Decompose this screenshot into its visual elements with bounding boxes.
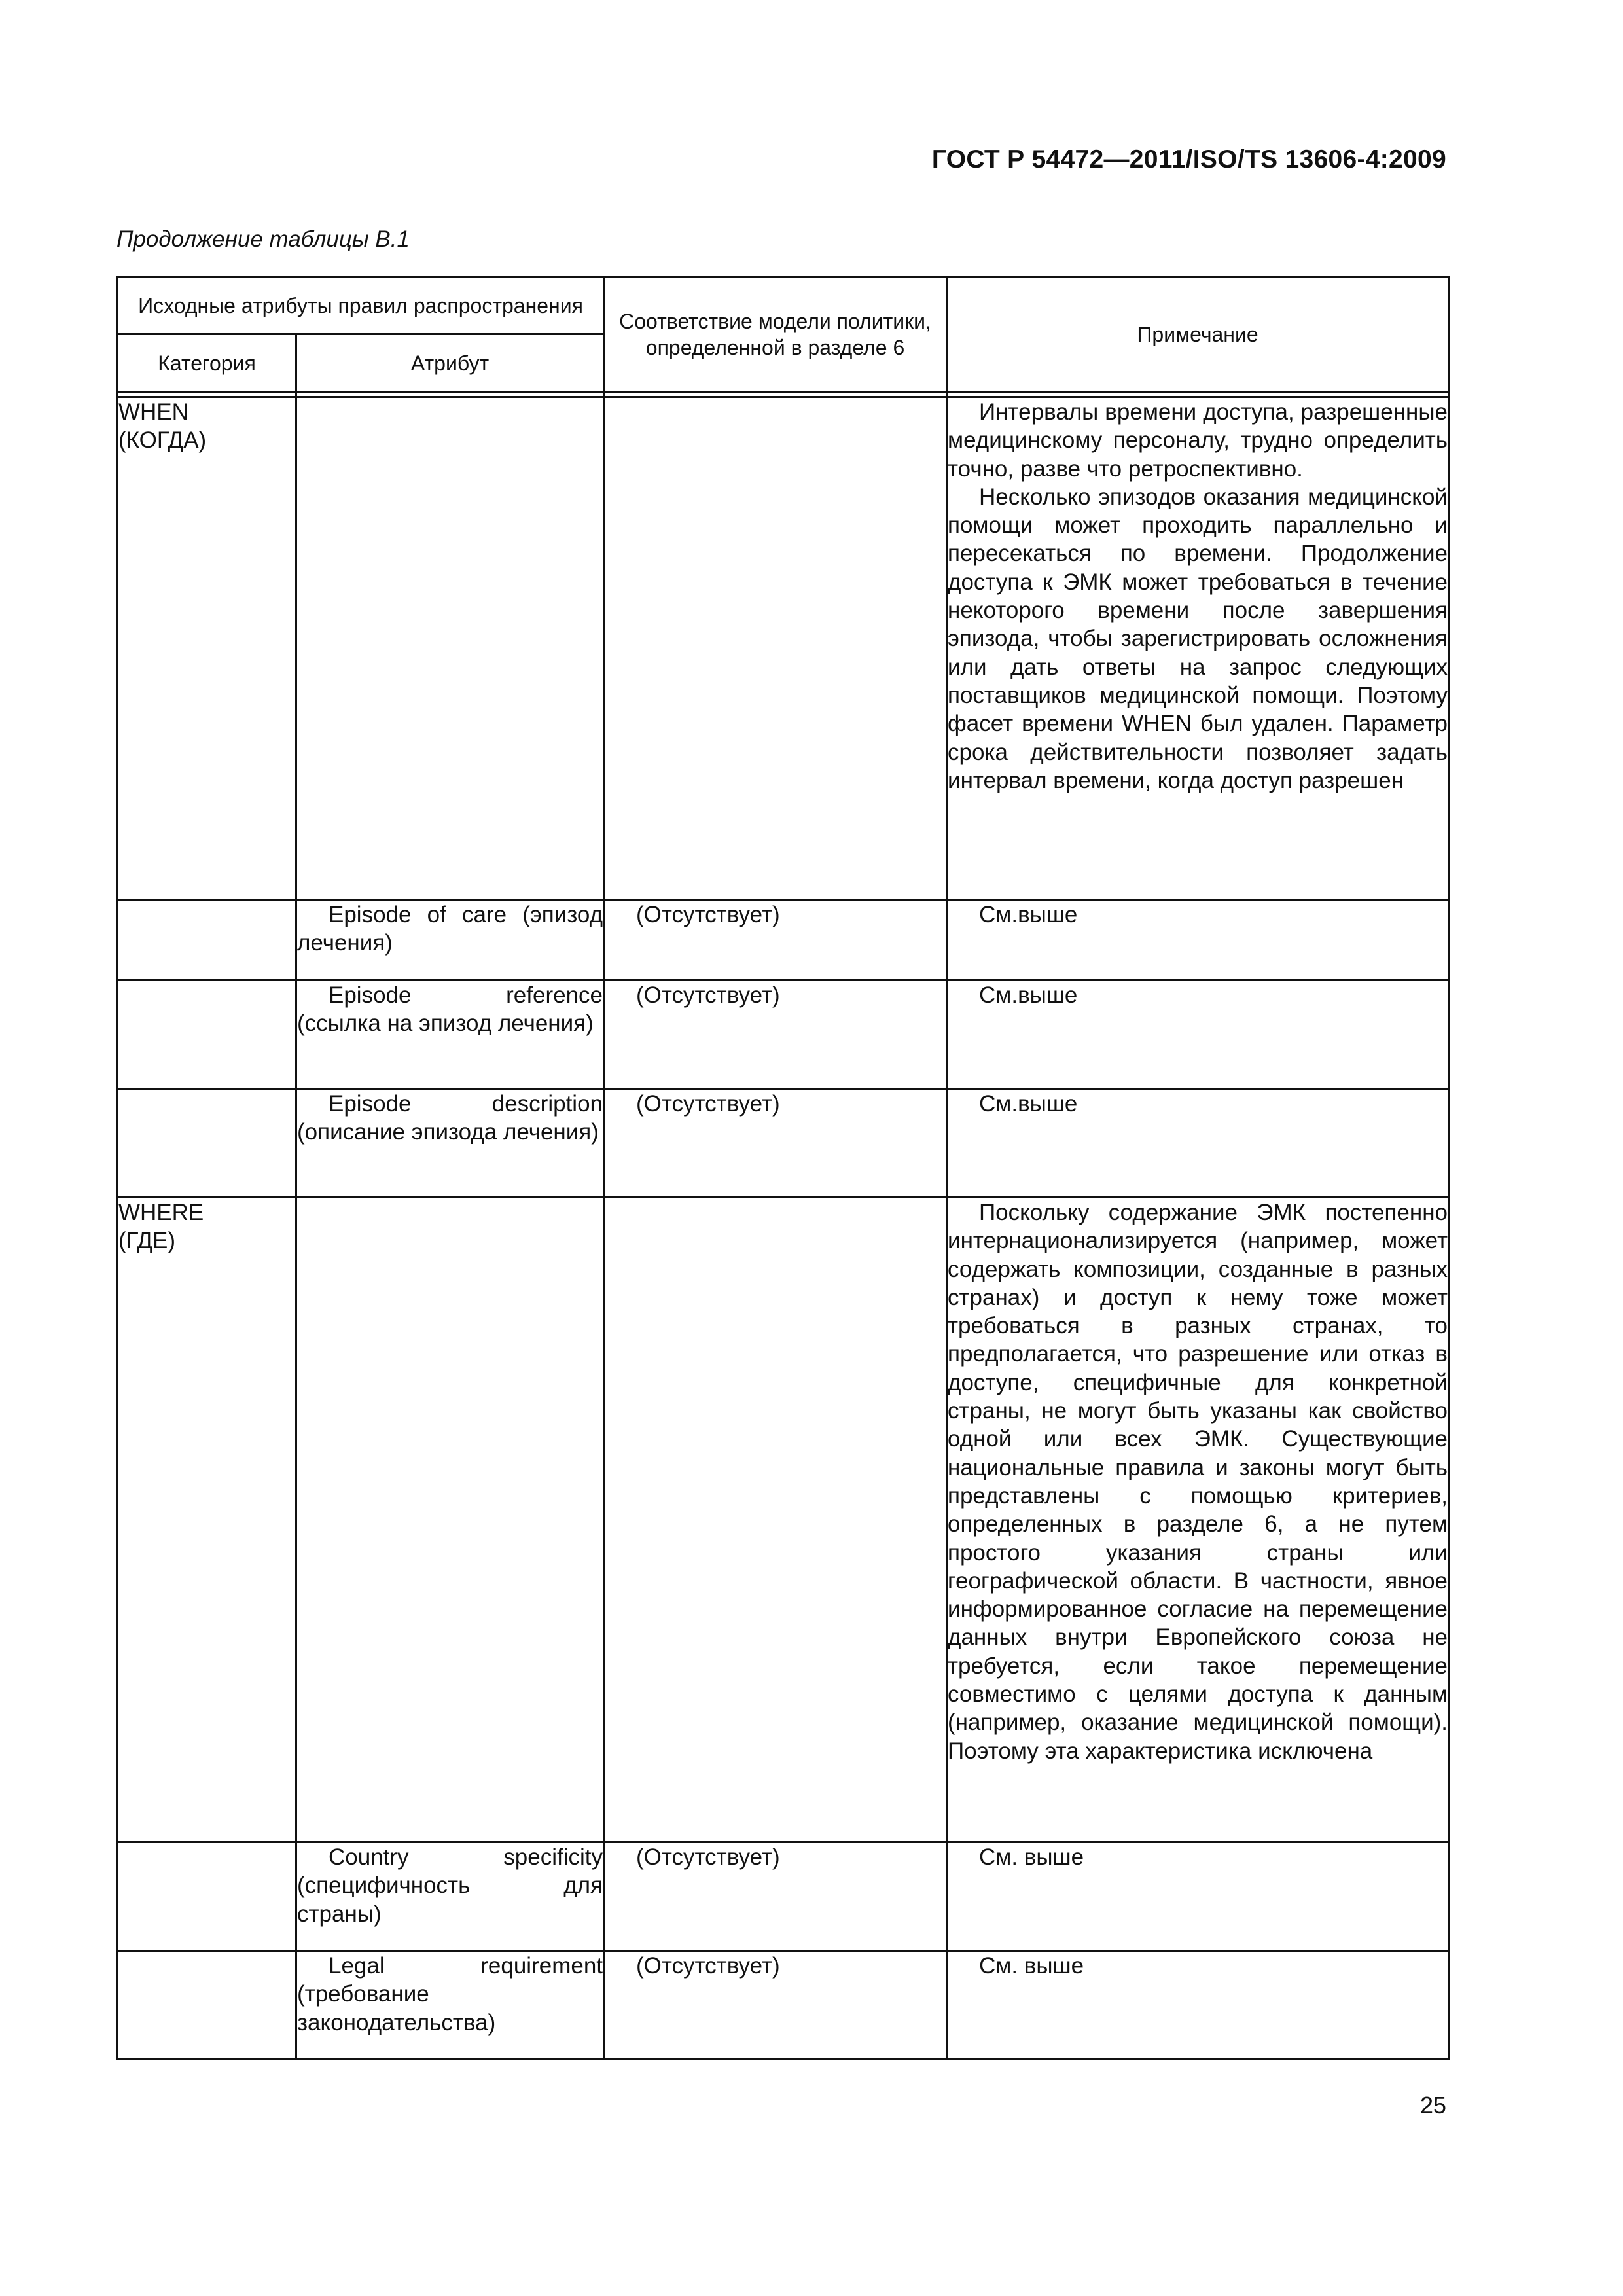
attribute-cell: [296, 1198, 604, 1842]
attribute-cell: Episode reference (ссылка на эпизод лечения): [296, 980, 604, 1089]
category-cell: [118, 900, 296, 980]
table-row: [118, 980, 1449, 1089]
table-row: [118, 1951, 1449, 2060]
note-cell: См.выше: [947, 900, 1449, 980]
policy-cell: [604, 397, 947, 900]
header-separator: [118, 392, 1449, 397]
page-number: 25: [1419, 2092, 1446, 2119]
policy-cell: (Отсутствует): [604, 1842, 947, 1951]
category-cell: [118, 980, 296, 1089]
note-cell: Интервалы времени доступа, разрешенные медицинскому персоналу, трудно определить точно, разве что ретроспективно. Несколько эпизодов оказания медицинской помощи может проходить параллельно и пересекаться по времени. Продолжение доступа к ЭМК может требоваться в течение некоторого времени после завершения эпизода, чтобы зарегистрировать осложнения или дать ответы на запрос следующих поставщиков медицинской помощи. Поэтому фасет времени WHEN был удален. Параметр срока действительности позволяет задать интервал времени, когда доступ разрешен: [947, 397, 1449, 900]
header-policy: Соответствие модели политики, определенной в разделе 6: [604, 277, 947, 392]
category-cell: [118, 1842, 296, 1951]
header-note: Примечание: [947, 277, 1449, 392]
attribute-cell: Country specificity (специфичность для страны): [296, 1842, 604, 1951]
policy-cell: [604, 1198, 947, 1842]
table-row: [118, 900, 1449, 980]
note-cell: См. выше: [947, 1951, 1449, 2060]
category-cell: [118, 1089, 296, 1198]
attributes-table: [116, 276, 1450, 2060]
attribute-cell: [296, 397, 604, 900]
note-cell: Поскольку содержание ЭМК постепенно интернационализируется (например, может содержать композиции, созданные в разных странах) и доступ к нему тоже может требоваться в разных странах, то предполагается, что разрешение или отказ в доступе, специфичные для конкретной страны, не могут быть указаны как свойство одной или всех ЭМК. Существующие национальные правила и законы могут быть представлены с помощью критериев, определенных в разделе 6, а не путем простого указания страны или географической области. В частности, явное информированное согласие на перемещение данных внутри Европейского союза не требуется, если такое перемещение совместимо с целями доступа к данным (например, оказание медицинской помощи). Поэтому эта характеристика исключена: [947, 1198, 1449, 1842]
policy-cell: (Отсутствует): [604, 980, 947, 1089]
header-attribute: Атрибут: [296, 334, 604, 392]
policy-cell: (Отсутствует): [604, 900, 947, 980]
table-row: [118, 1842, 1449, 1951]
note-cell: См. выше: [947, 1842, 1449, 1951]
policy-cell: (Отсутствует): [604, 1951, 947, 2060]
attribute-cell: Episode of care (эпизод лечения): [296, 900, 604, 980]
note-cell: См.выше: [947, 980, 1449, 1089]
header-group: Исходные атрибуты правил распространения: [118, 277, 604, 334]
note-cell: См.выше: [947, 1089, 1449, 1198]
category-cell: [118, 1951, 296, 2060]
attribute-cell: Legal requirement (требование законодательства): [296, 1951, 604, 2060]
table-row: [118, 1089, 1449, 1198]
table-caption: Продолжение таблицы В.1: [116, 226, 410, 252]
standard-id-header: ГОСТ Р 54472—2011/ISO/TS 13606-4:2009: [931, 145, 1446, 173]
table-row: [118, 397, 1449, 900]
category-cell: WHERE (ГДЕ): [118, 1198, 296, 1842]
table-row: [118, 1198, 1449, 1842]
attribute-cell: Episode description (описание эпизода лечения): [296, 1089, 604, 1198]
category-cell: WHEN (КОГДА): [118, 397, 296, 900]
policy-cell: (Отсутствует): [604, 1089, 947, 1198]
header-category: Категория: [118, 334, 296, 392]
